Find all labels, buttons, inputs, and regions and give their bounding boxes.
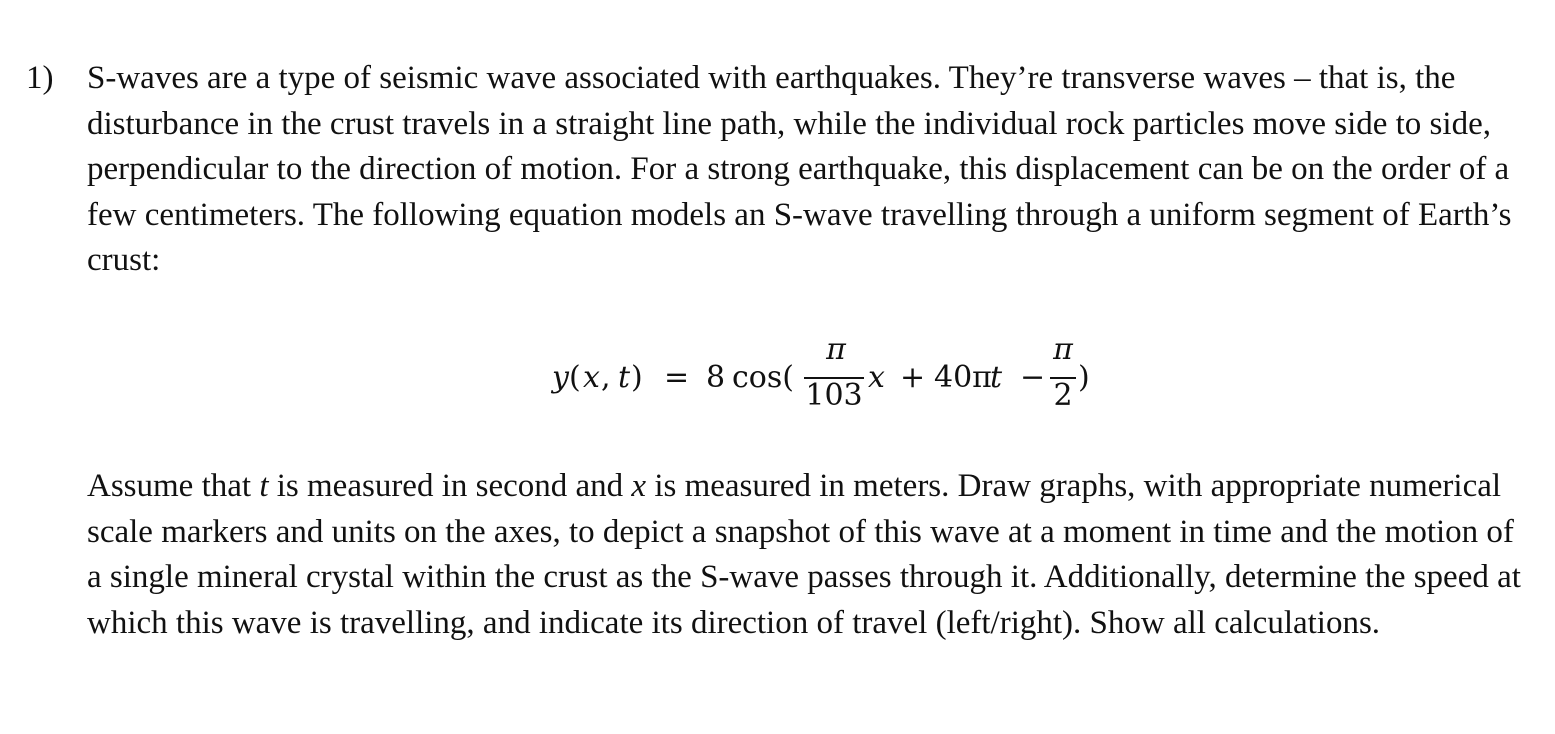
eq-frac1-denominator: 103: [805, 378, 863, 413]
eq-angular-freq: 40π: [934, 360, 992, 395]
question-number: 1): [26, 60, 54, 96]
eq-position-x: x: [868, 360, 885, 395]
eq-frac2-denominator: 2: [1053, 378, 1073, 413]
eq-function-y: y: [552, 360, 569, 395]
eq-equals: =: [664, 360, 690, 395]
eq-amplitude: 8: [706, 360, 726, 395]
eq-frac1-numerator: π: [826, 332, 846, 367]
eq-time-t: t: [990, 360, 1003, 395]
task-instructions: [87, 464, 1527, 646]
problem-description: S-waves are a type of seismic wave associated with earthquakes. They’re transverse waves – that is, the disturbance in the crust travels in a straight line path, while the individual rock particles move side to side, perpendicular to the direction of motion. For a strong earthquake, this displacement can be on the order of a few centimeters. The following equation models an S-wave travelling through a uniform segment of Earth’s crust:: [87, 60, 1512, 278]
eq-plus: +: [900, 360, 926, 395]
eq-minus: −: [1020, 360, 1046, 395]
eq-paren-open: (: [569, 360, 581, 395]
eq-paren-close: ): [631, 360, 643, 395]
instructions-var-t: t: [259, 468, 269, 504]
eq-arg-x: x: [583, 360, 600, 395]
eq-arg-t: t: [618, 360, 631, 395]
eq-comma: ,: [601, 360, 611, 395]
eq-frac2-numerator: π: [1053, 332, 1073, 367]
instructions-text-3: is measured in meters. Draw graphs, with appropriate numerical scale markers and units on the axes, to depict a snapshot of this wave at a moment in time and the motion of a single mineral crystal within the crust as the S-wave passes through it. Additionally, determine the speed at which this wave is travelling, and indicate its direction of travel (left/right). Show all calculations.: [87, 468, 1521, 641]
eq-close-paren: ): [1078, 360, 1090, 395]
instructions-text-2: is measured in second and: [268, 468, 632, 504]
eq-cos: cos(: [732, 360, 794, 395]
wave-equation: [530, 332, 1130, 422]
instructions-var-x: x: [631, 468, 647, 504]
instructions-text-1: Assume that: [87, 468, 260, 504]
